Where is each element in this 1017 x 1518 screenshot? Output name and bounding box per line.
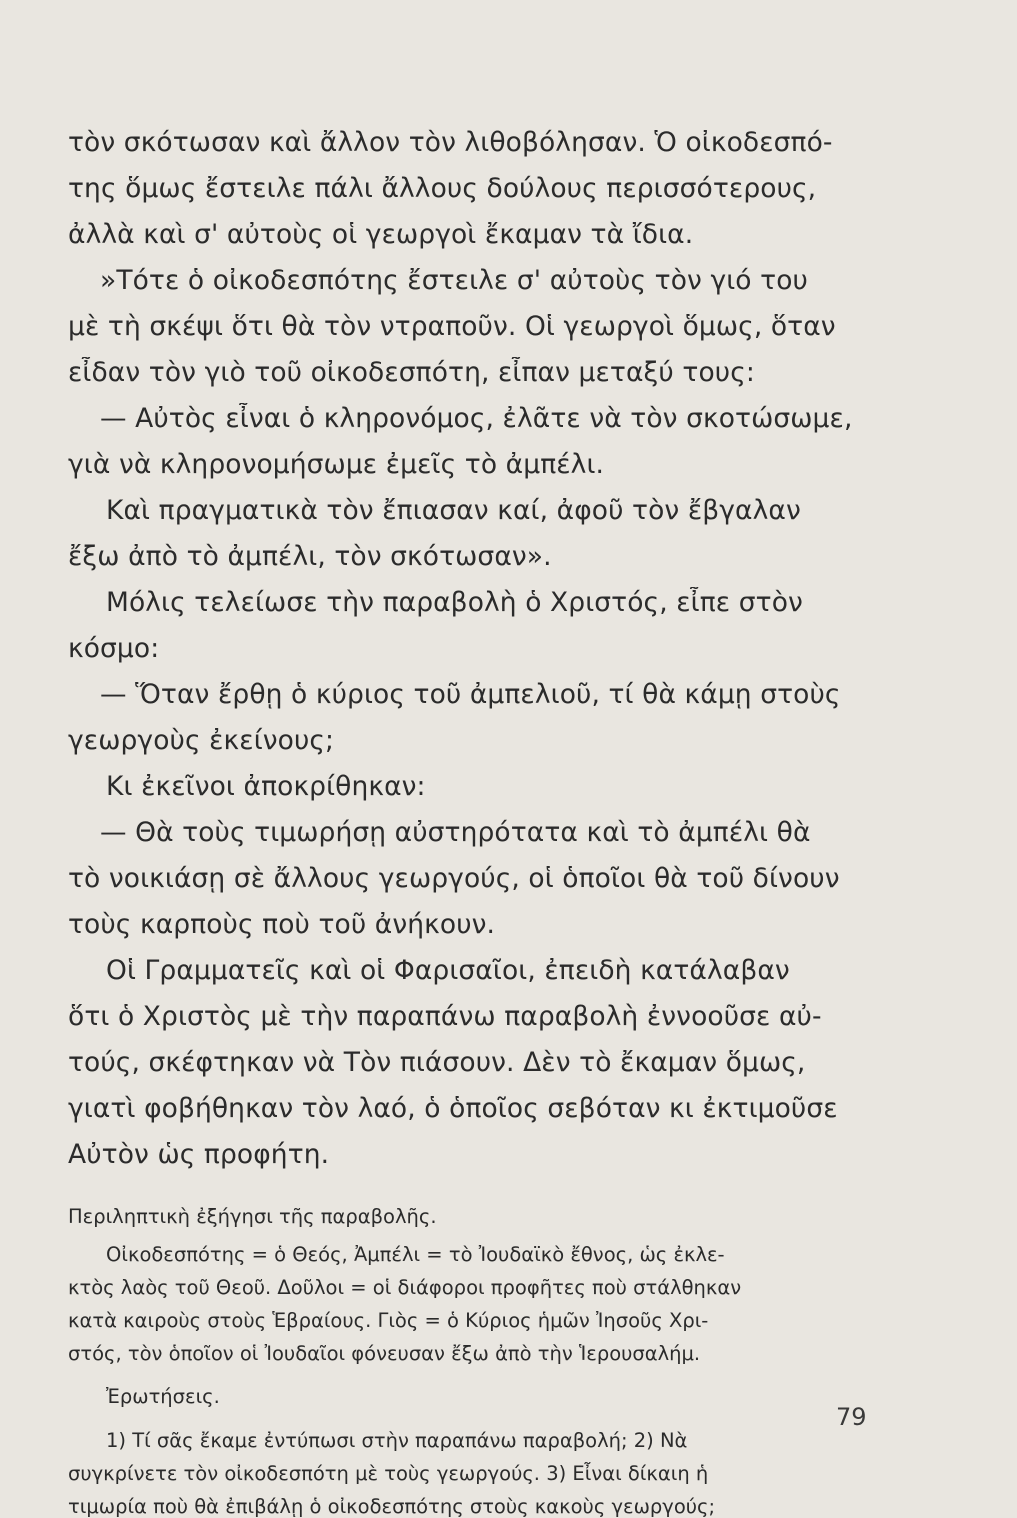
story-line: εἶδαν τὸν γιὸ τοῦ οἰκοδεσπότη, εἶπαν μεταξύ τους:	[68, 357, 755, 388]
explanation-line: στός, τὸν ὁποῖον οἱ Ἰουδαῖοι φόνευσαν ἔξω ἀπὸ τὴν Ἱερουσαλήμ.	[68, 1342, 701, 1365]
story-line: γιὰ νὰ κληρονομήσωμε ἐμεῖς τὸ ἀμπέλι.	[68, 449, 605, 480]
story-line: »Τότε ὁ οἰκοδεσπότης ἔστειλε σ' αὐτοὺς τὸν γιό του	[100, 265, 808, 296]
story-line: τὸν σκότωσαν καὶ ἄλλον τὸν λιθοβόλησαν. Ὁ οἰκοδεσπό-	[68, 127, 833, 158]
explanation-line: κτὸς λαὸς τοῦ Θεοῦ. Δοῦλοι = οἱ διάφοροι προφῆτες ποὺ στάλθηκαν	[68, 1276, 742, 1299]
story-line: γιατὶ φοβήθηκαν τὸν λαό, ὁ ὁποῖος σεβόταν κι ἐκτιμοῦσε	[68, 1093, 838, 1124]
story-line: κόσμο:	[68, 633, 160, 664]
questions-heading: Ἐρωτήσεις.	[106, 1385, 220, 1408]
story-line: Οἱ Γραμματεῖς καὶ οἱ Φαρισαῖοι, ἐπειδὴ κατάλαβαν	[106, 955, 790, 986]
story-line: μὲ τὴ σκέψι ὅτι θὰ τὸν ντραποῦν. Οἱ γεωργοὶ ὅμως, ὅταν	[68, 311, 836, 342]
story-line: Μόλις τελείωσε τὴν παραβολὴ ὁ Χριστός, εἶπε στὸν	[106, 587, 803, 618]
question-line: τιμωρία ποὺ θὰ ἐπιβάλῃ ὁ οἰκοδεσπότης στοὺς κακοὺς γεωργούς;	[68, 1495, 716, 1518]
story-line: — Θὰ τοὺς τιμωρήσῃ αὐστηρότατα καὶ τὸ ἀμπέλι θὰ	[100, 817, 811, 848]
story-line: γεωργοὺς ἐκείνους;	[68, 725, 335, 756]
story-line: Καὶ πραγματικὰ τὸν ἔπιασαν καί, ἀφοῦ τὸν ἔβγαλαν	[106, 495, 801, 526]
story-line: Κι ἐκεῖνοι ἀποκρίθηκαν:	[106, 771, 426, 802]
story-line: τούς, σκέφτηκαν νὰ Τὸν πιάσουν. Δὲν τὸ ἔκαμαν ὅμως,	[68, 1047, 806, 1078]
story-line: ἀλλὰ καὶ σ' αὐτοὺς οἱ γεωργοὶ ἔκαμαν τὰ ἴδια.	[68, 219, 694, 250]
story-line: της ὅμως ἔστειλε πάλι ἄλλους δούλους περισσότερους,	[68, 173, 817, 204]
explanation-line: κατὰ καιροὺς στοὺς Ἑβραίους. Γιὸς = ὁ Κύριος ἡμῶν Ἰησοῦς Χρι-	[68, 1309, 709, 1332]
story-line: — Ὅταν ἔρθῃ ὁ κύριος τοῦ ἀμπελιοῦ, τί θὰ κάμῃ στοὺς	[100, 679, 841, 710]
story-line: τὸ νοικιάσῃ σὲ ἄλλους γεωργούς, οἱ ὁποῖοι θὰ τοῦ δίνουν	[68, 863, 840, 894]
explanation-heading: Περιληπτικὴ ἐξήγησι τῆς παραβολῆς.	[68, 1205, 437, 1228]
story-line: τοὺς καρποὺς ποὺ τοῦ ἀνήκουν.	[68, 909, 496, 940]
story-line: — Αὐτὸς εἶναι ὁ κληρονόμος, ἐλᾶτε νὰ τὸν σκοτώσωμε,	[100, 403, 853, 434]
question-line: συγκρίνετε τὸν οἰκοδεσπότη μὲ τοὺς γεωργούς. 3) Εἶναι δίκαιη ἡ	[68, 1462, 709, 1485]
story-line: ὅτι ὁ Χριστὸς μὲ τὴν παραπάνω παραβολὴ ἐννοοῦσε αὐ-	[68, 1001, 822, 1032]
page-number: 79	[836, 1403, 867, 1431]
story-line: ἔξω ἀπὸ τὸ ἀμπέλι, τὸν σκότωσαν».	[68, 541, 552, 572]
story-line: Αὐτὸν ὡς προφήτη.	[68, 1139, 330, 1170]
question-line: 1) Τί σᾶς ἔκαμε ἐντύπωσι στὴν παραπάνω παραβολή; 2) Νὰ	[106, 1429, 688, 1452]
explanation-line: Οἰκοδεσπότης = ὁ Θεός, Ἀμπέλι = τὸ Ἰουδαϊκὸ ἔθνος, ὡς ἐκλε-	[106, 1243, 725, 1266]
